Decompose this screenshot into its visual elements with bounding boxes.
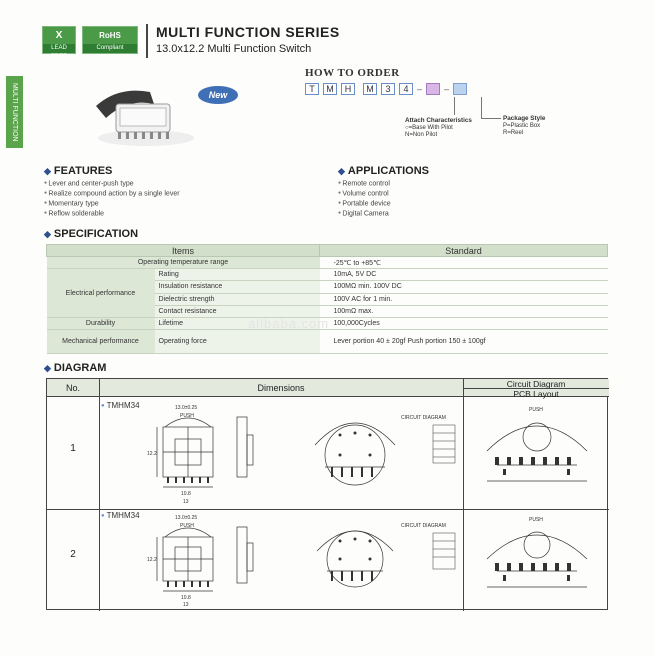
dim-label: 13 — [183, 499, 189, 505]
dim-label: 12.2 — [147, 557, 157, 563]
col-items: Items — [47, 245, 320, 257]
circuit-diagram-header: Circuit Diagram — [506, 379, 566, 389]
attach-option-box — [426, 83, 440, 95]
dim-label: 13.0±0.25 — [175, 515, 198, 521]
attach-characteristics: Attach Characteristics ○=Base With Pilot N=Non Pilot — [405, 117, 472, 138]
lead-free-badge: X LEAD FREE — [42, 26, 76, 54]
table-row: Dielectric strength 100V AC for 1 min. — [47, 293, 608, 305]
model-name: ● TMHM34 — [101, 401, 140, 410]
table-row: Insulation resistance 100MΩ min. 100V DC — [47, 281, 608, 293]
dim-label: 12.2 — [147, 451, 157, 457]
dimension-drawing — [145, 405, 459, 507]
list-item: ● Realize compound action by a single lever — [44, 189, 180, 199]
model-name: ● TMHM34 — [101, 511, 140, 520]
diagram-table — [46, 378, 608, 610]
specification-table — [46, 244, 608, 354]
list-item: ● Portable device — [338, 199, 391, 209]
side-tab: MULTI FUNCTION — [6, 76, 23, 148]
pcb-layout-drawing — [467, 401, 605, 505]
col-standard: Standard — [320, 245, 608, 257]
list-item: ● Momentary type — [44, 199, 180, 209]
rohs-badge: RoHS Compliant — [82, 26, 138, 54]
list-item: ● Volume control — [338, 189, 391, 199]
order-code: T M H M 3 4 – – — [305, 83, 467, 95]
specification-heading: ◆ SPECIFICATION — [44, 228, 139, 240]
diagram-heading: ◆ DIAGRAM — [44, 362, 107, 374]
pcb-layout-header: PCB Layout — [463, 388, 609, 399]
table-row: Durability Lifetime 100,000Cycles — [47, 317, 608, 329]
features-heading: ◆ FEATURES — [44, 165, 113, 177]
col-no: No. — [47, 379, 99, 397]
pcb-layout-drawing — [467, 513, 605, 607]
package-style: Package Style P=Plastic Box R=Reel — [503, 115, 546, 136]
list-item: ● Reflow solderable — [44, 209, 180, 219]
package-option-box — [453, 83, 467, 95]
code-char: M — [363, 83, 377, 95]
switch-product-image — [88, 78, 198, 148]
list-item: ● Digital Camera — [338, 209, 391, 219]
table-row: Operating temperature range -25℃ to +85℃ — [47, 257, 608, 269]
table-row: Contact resistance 100mΩ max. — [47, 305, 608, 317]
code-char: H — [341, 83, 355, 95]
circuit-label: CIRCUIT DIAGRAM — [401, 523, 446, 529]
code-char: M — [323, 83, 337, 95]
circuit-label: CIRCUIT DIAGRAM — [401, 415, 446, 421]
list-item: ● Lever and center-push type — [44, 179, 180, 189]
code-char: 3 — [381, 83, 395, 95]
table-row: Mechanical performance Operating force Lever portion 40 ± 20gf Push portion 150 ± 100gf — [47, 330, 608, 354]
how-to-order-title: HOW TO ORDER — [305, 67, 400, 79]
push-label: PUSH — [180, 523, 194, 529]
code-char: T — [305, 83, 319, 95]
list-item: ● Remote control — [338, 179, 391, 189]
row-number: 2 — [70, 549, 76, 560]
dimension-drawing — [145, 515, 459, 607]
code-char: 4 — [399, 83, 413, 95]
dim-label: 13.0±0.25 — [175, 405, 198, 411]
series-title: MULTI FUNCTION SERIES — [156, 24, 340, 40]
col-dimensions: Dimensions — [99, 379, 463, 397]
applications-heading: ◆ APPLICATIONS — [338, 165, 429, 177]
dim-label: 10.8 — [181, 491, 191, 497]
dim-label: 13 — [183, 602, 189, 607]
header-divider — [146, 24, 148, 58]
header — [42, 24, 602, 60]
push-label: PUSH — [529, 407, 543, 413]
features-list — [44, 179, 180, 219]
push-label: PUSH — [180, 413, 194, 419]
watermark: alibaba.com — [248, 316, 330, 331]
new-badge: New — [198, 86, 238, 104]
table-row: Electrical performance Rating 10mA, 5V DC — [47, 269, 608, 281]
dim-label: 10.8 — [181, 595, 191, 601]
how-to-order — [305, 67, 565, 147]
applications-list — [338, 179, 391, 219]
push-label: PUSH — [529, 517, 543, 523]
series-subtitle: 13.0x12.2 Multi Function Switch — [156, 43, 312, 55]
row-number: 1 — [70, 443, 76, 454]
